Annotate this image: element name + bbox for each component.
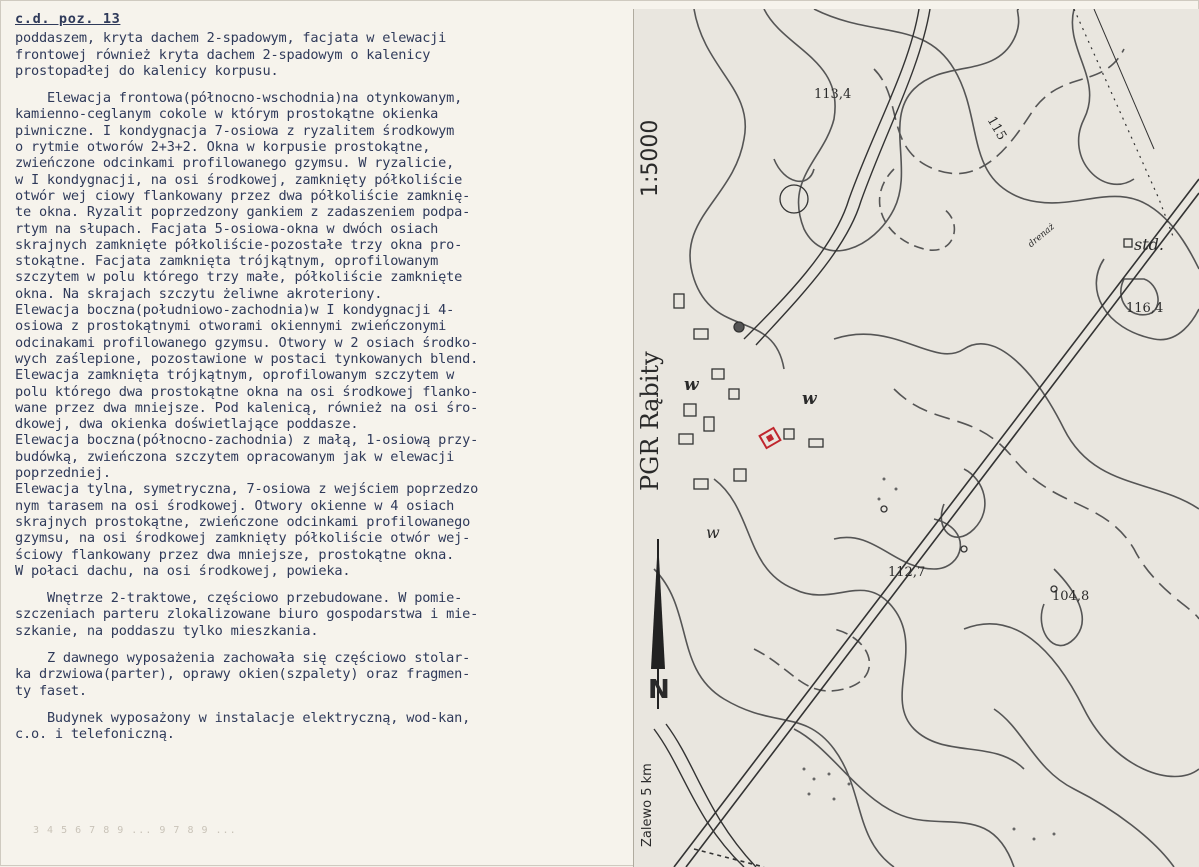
faint-stamp-mark: 3 4 5 6 7 8 9 ... 9 7 8 9 ... [33,825,237,836]
elevation-label: 116,4 [1126,301,1164,316]
elevation-label: 112,7 [888,565,926,580]
point-symbol [881,506,887,512]
contour-line [1041,569,1082,646]
elevation-label: 104,8 [1052,589,1090,604]
contour-line [654,569,894,867]
contour-line [834,334,1199,509]
map-scale-label: 1:5000 [638,119,663,197]
contour-line [994,709,1174,867]
topographic-map [633,9,1199,867]
contour-line [1096,259,1199,340]
secondary-road-edge [756,9,930,345]
contour-line [690,9,784,369]
building-outline [734,469,746,481]
secondary-road-edge [654,729,744,867]
contour-line [814,9,1199,269]
main-road-edge [686,193,1199,867]
contour-line [834,519,960,569]
contour-line [1072,9,1134,184]
map-place-name: PGR Rąbity [636,351,664,491]
building-outline [729,389,739,399]
highlighted-building-core [766,434,774,442]
orchard-circle [780,185,808,213]
paragraph-installations: Budynek wyposażony w instalacje elektryczną, wod-kan, c.o. i telefoniczną. [15,709,471,743]
tree-symbol [734,322,744,332]
elevation-label: 113,4 [814,87,852,102]
water-symbol-label: w [802,389,817,409]
north-label: N [648,675,670,705]
map-drawing [634,9,1199,867]
contour-line [794,729,1014,867]
contour-line-dashed [880,169,955,250]
building-outline [694,479,708,489]
building-outline [1124,239,1132,247]
record-heading: c.d. poz. 13 [15,11,121,27]
contour-line-dashed [754,629,869,691]
contour-line [964,624,1199,777]
building-outline [674,294,684,308]
building-outline [784,429,794,439]
description-text-panel [15,11,620,851]
elevation-label: 115 [983,113,1010,144]
contour-line [764,9,1019,251]
building-outline [704,417,714,431]
paragraph-elevations: Elewacja frontowa(północno-wschodnia)na otynkowanym, kamienno-ceglanym cokole w którym prostokątne okienka piwniczne. I kondygnacja 7-osiowa z ryzalitem środkowym o rytmie otworów 2+3+2. Okna w korpusie prostokątne, zwieńczone odcinkami profilowanego gzymsu. W ryzalicie, w I kondygnacji, na osi środkowej, zamknięty półkoliście otwór wej ciowy flankowany przez dwa półkoliście zamknię- te okna. Ryzalit poprzedzony gankiem z zadaszeniem podpa- rtym na słupach. Facjata 5-osiowa-okna w dwóch osiach skrajnych zamknięte półkoliście-pozostałe trzy okna pro- stokątne. Facjata zamknięta trójkątnym, oprofilowanym szczytem w polu którego trzy małe, półkoliście zamknięte okna. Na skrajach szczytu żeliwne akroteriony. Elewacja boczna(południowo-zachodnia)w I kondygnacji 4- osiowa z prostokątnymi otworami okiennymi zwieńczonymi odcinakami profilowanego gzymsu. Otwory w 2 osiach środko- wych zaślepione, pozostawione w postaci tynkowanych blend. Elewacja zamknięta trójkątnym, oprofilowanym szczytem w polu którego dwa prostokątne okna na osi środkowej flanko- wane przez dwa mniejsze. Pod kalenicą, również na osi śro- dkowej, dwa okienka doświetlające poddasze. Elewacja boczna(północno-zachodnia) z małą, 1-osiową przy- budówką, zwieńczona szczytem opracowanym jak w elewacji poprzedniej. Elewacja tylna, symetryczna, 7-osiowa z wejściem poprzedzo nym tarasem na osi środkowej. Otwory okienne w 4 osiach skrajnych prostokątne, zwieńczone odcinkami profilowanego gzymsu, na osi środkowej zamknięty półkoliście otwór wej- ściowy flankowany przez dwa mniejsze, prostokątne okna. W połaci dachu, na osi środkowej, powieka. [15,90,479,579]
contour-line-dashed [894,389,1199,619]
building-outline [684,404,696,416]
main-road-edge [674,179,1199,867]
map-lake-distance-label: Zalewo 5 km [640,763,655,847]
boundary-line [1074,9,1174,239]
paragraph-roof: poddaszem, kryta dachem 2-spadowym, facjata w elewacji frontowej również kryta dachem 2-spadowym o kalenicy prostopadłej do kalenicy korpusu. [15,30,447,79]
secondary-road-edge [744,9,919,339]
building-outline [712,369,724,379]
building-outline [694,329,708,339]
building-outline [679,434,693,444]
paragraph-interior: Wnętrze 2-traktowe, częściowo przebudowane. W pomie- szczeniach parteru zlokalizowane biuro gospodarstwa i mie- szkanie, na poddaszu tylko mieszkania. [15,590,479,639]
well-symbol-label: std. [1134,235,1164,254]
secondary-road-edge [666,724,756,867]
water-symbol-label: w [684,375,699,395]
paragraph-furnishings: Z dawnego wyposażenia zachowała się częściowo stolar- ka drzwiowa(parter), oprawy okien(szpalety) oraz fragmen- ty faset. [15,649,471,699]
contour-line [714,479,1024,769]
road-label: drenaż [1026,222,1057,250]
point-symbol [961,546,967,552]
boundary-line [1094,9,1154,149]
water-symbol-label: w [706,523,720,542]
building-outline [809,439,823,447]
